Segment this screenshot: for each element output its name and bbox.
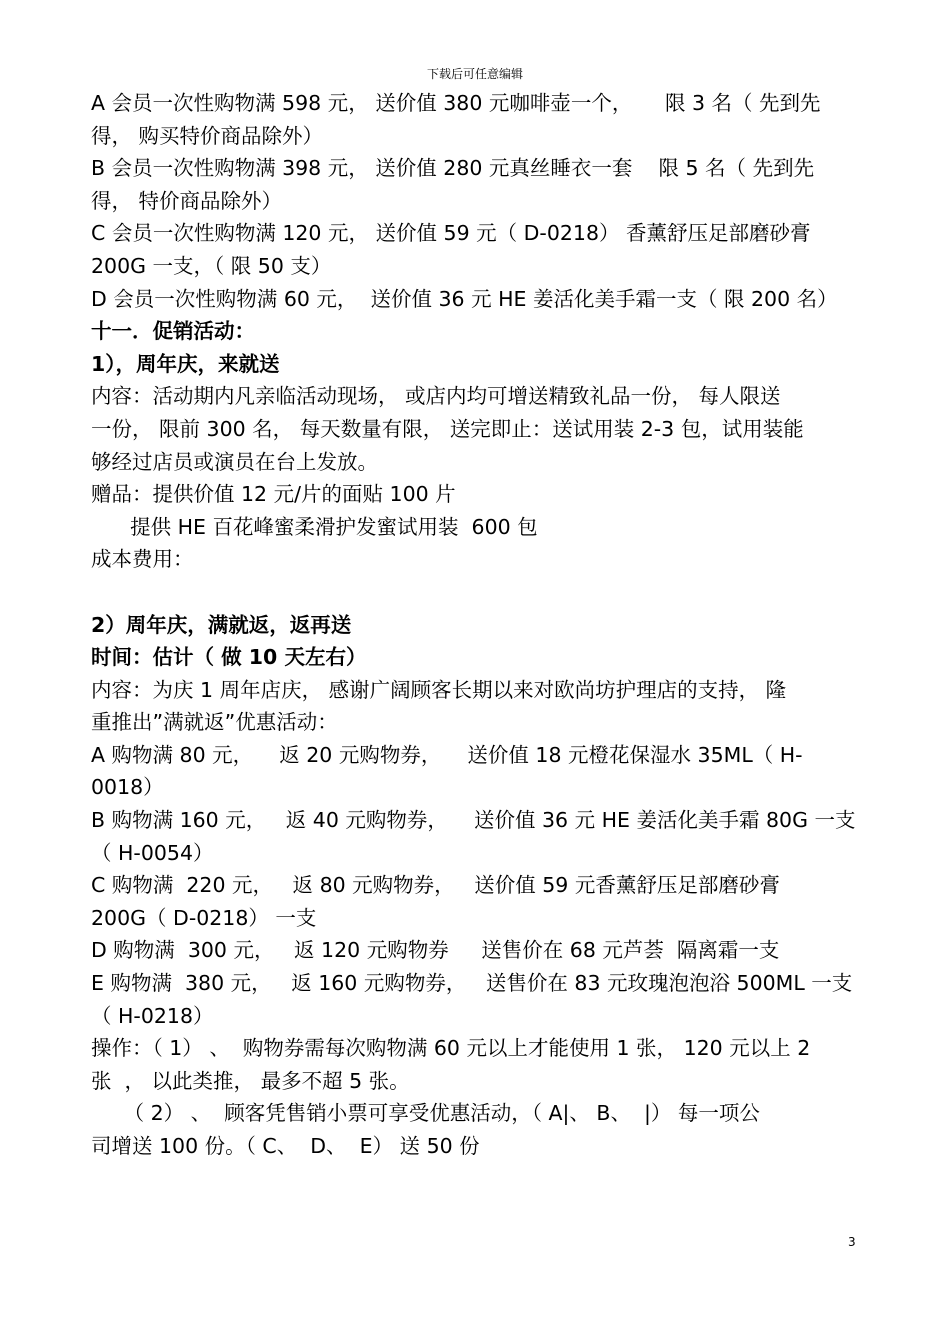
text-line: 够经过店员或演员在台上发放。: [91, 449, 378, 474]
text-line: 赠品：提供价值 12 元/片的面贴 100 片: [91, 482, 456, 507]
text-line: （ 2） 、 顾客凭售销小票可享受优惠活动，（ A|、 B、 |） 每一项公: [91, 1101, 760, 1126]
text-line: B 会员一次性购物满 398 元， 送价值 280 元真丝睡衣一套 限 5 名（ 先到先: [91, 156, 815, 181]
text-line: D 购物满 300 元， 返 120 元购物券 送售价在 68 元芦荟 隔离霜一支: [91, 938, 780, 963]
text-line: 200G（ D-0218） 一支: [91, 905, 317, 930]
page-header: 下载后可任意编辑: [426, 67, 523, 81]
subsection-heading: 1），周年庆，来就送: [91, 351, 280, 376]
text-line: C 会员一次性购物满 120 元， 送价值 59 元（ D-0218） 香薰舒压足部磨砂膏: [91, 221, 811, 246]
page-number: 3: [848, 1235, 856, 1249]
blank-line: [91, 576, 866, 609]
text-line: （ H-0054）: [91, 840, 214, 865]
section-heading: 十一．促销活动：: [91, 319, 255, 344]
text-line: 0018）: [91, 775, 164, 800]
subsection-heading: 2）周年庆，满就返，返再送: [91, 612, 352, 637]
text-line: 200G 一支，（ 限 50 支）: [91, 253, 332, 278]
document-body: [91, 87, 866, 1163]
text-line: A 购物满 80 元， 返 20 元购物券， 送价值 18 元橙花保湿水 35ML（ H-: [91, 742, 803, 767]
text-line: 内容：为庆 1 周年店庆， 感谢广阔顾客长期以来对欧尚坊护理店的支持， 隆: [91, 677, 787, 702]
time-line: 时间：估计（ 做 10 天左右）: [91, 645, 367, 670]
text-line: B 购物满 160 元， 返 40 元购物券， 送价值 36 元 HE 姜活化美手霜 80G 一支: [91, 808, 856, 833]
text-line: D 会员一次性购物满 60 元， 送价值 36 元 HE 姜活化美手霜一支（ 限 200 名）: [91, 286, 838, 311]
text-line: 司增送 100 份。（ C、 D、 E） 送 50 份: [91, 1134, 480, 1158]
text-line: 张 ， 以此类推， 最多不超 5 张。: [91, 1068, 410, 1093]
text-line: 成本费用：: [91, 547, 194, 572]
text-line: 操作：（ 1） 、 购物券需每次购物满 60 元以上才能使用 1 张， 120 元以上 2: [91, 1036, 811, 1061]
text-line: 得， 购买特价商品除外）: [91, 123, 324, 148]
text-line: A 会员一次性购物满 598 元， 送价值 380 元咖啡壶一个， 限 3 名（ 先到先: [91, 91, 821, 115]
text-line: 提供 HE 百花峰蜜柔滑护发蜜试用装 600 包: [91, 514, 538, 539]
text-line: C 购物满 220 元， 返 80 元购物券， 送价值 59 元香薰舒压足部磨砂膏: [91, 873, 780, 898]
text-line: 一份， 限前 300 名， 每天数量有限， 送完即止：送试用装 2-3 包，试用装能: [91, 416, 804, 441]
text-line: 重推出”满就返”优惠活动：: [91, 710, 338, 735]
text-line: 内容：活动期内凡亲临活动现场， 或店内均可增送精致礼品一份， 每人限送: [91, 384, 781, 409]
text-line: E 购物满 380 元， 返 160 元购物券， 送售价在 83 元玫瑰泡泡浴 500ML 一支: [91, 971, 853, 996]
text-line: （ H-0218）: [91, 1003, 214, 1028]
text-line: 得， 特价商品除外）: [91, 188, 283, 213]
